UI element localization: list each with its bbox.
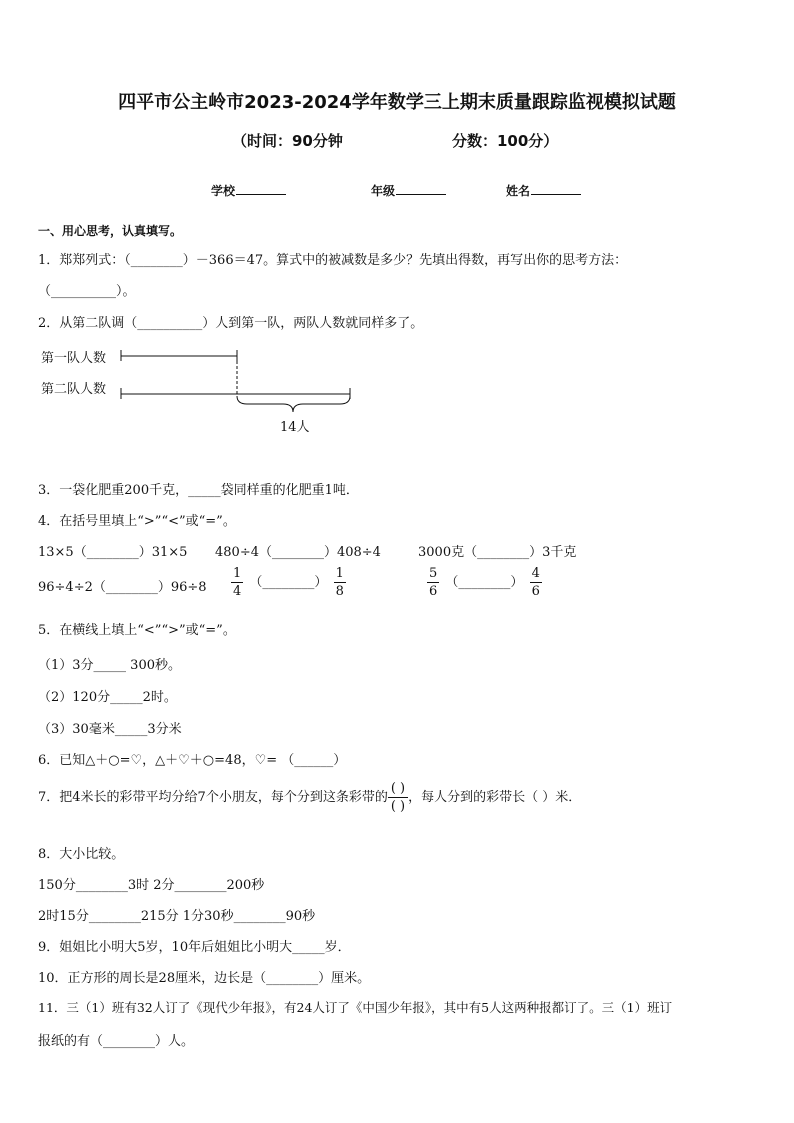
q7-post: ，每人分到的彩带长（ ）米． [408, 790, 582, 805]
grade-label: 年级 [371, 184, 396, 198]
name-label: 姓名 [506, 184, 531, 198]
q4-blank-4[interactable]: （________） [445, 575, 524, 590]
team1-label: 第一队人数 [41, 351, 107, 366]
q2-text: 2．从第二队调（__________）人到第一队，两队人数就同样多了。 [38, 316, 424, 331]
exam-time: （时间：90分钟 [232, 132, 343, 150]
q4-r1a: 13×5（________）31×5 [38, 545, 188, 560]
q4-text: 4．在括号里填上“>”“<”或“=”。 [38, 514, 236, 529]
q5-a: （1）3分_____ 300秒。 [38, 658, 181, 673]
q5-c: （3）30毫米_____3分米 [38, 722, 182, 737]
q4-r2a: 96÷4÷2（________）96÷8 [38, 580, 207, 595]
team2-label: 第二队人数 [41, 382, 107, 397]
q1-line1: 1．郑郑列式：（________）－366＝47。算式中的被减数是多少？先填出得数，再写出你的思考方法： [38, 253, 628, 268]
q4-fraction-compare-2 [425, 565, 544, 600]
difference-brace [237, 396, 350, 412]
q4-r1c: 3000克（________）3千克 [418, 545, 577, 560]
q7-fraction-blank[interactable]: ( ) ( ) [388, 780, 408, 815]
q1-line2: （__________）。 [38, 284, 136, 299]
difference-label: 14人 [280, 420, 310, 435]
q8-r2: 2时15分________215分 1分30秒________90秒 [38, 909, 316, 924]
q4-fraction-compare-1 [229, 565, 348, 600]
q5-b: （2）120分_____2时。 [38, 690, 177, 705]
q4-r1b: 480÷4（________）408÷4 [215, 545, 381, 560]
exam-score: 分数：100分） [452, 132, 559, 150]
section-heading: 一、用心思考，认真填写。 [38, 224, 183, 238]
q6-text: 6．已知△＋○=♡，△＋♡＋○=48，♡= （______） [38, 753, 347, 768]
fraction-4-6: $\frac{4}{6}$ [531, 566, 540, 599]
team-diagram [0, 0, 794, 440]
q10-text: 10．正方形的周长是28厘米，边长是（________）厘米。 [38, 971, 371, 986]
q7-line [38, 780, 581, 815]
page-title: 四平市公主岭市2023-2024学年数学三上期末质量跟踪监视模拟试题 [118, 92, 676, 113]
q3-text: 3．一袋化肥重200千克，_____袋同样重的化肥重1吨． [38, 483, 359, 498]
q8-r1: 150分________3时 2分________200秒 [38, 878, 265, 893]
q8-text: 8．大小比较。 [38, 847, 125, 862]
q11-line2: 报纸的有（________）人。 [38, 1034, 195, 1049]
q11-line1: 11．三（1）班有32人订了《现代少年报》，有24人订了《中国少年报》，其中有5人这两种报都订了。三（1）班订 [38, 1000, 673, 1015]
q4-blank-3[interactable]: （________） [249, 575, 328, 590]
fraction-1-8: $\frac{1}{8}$ [335, 566, 344, 599]
fraction-5-6: $\frac{5}{6}$ [429, 566, 438, 599]
fraction-1-4: $\frac{1}{4}$ [233, 566, 242, 599]
school-label: 学校 [211, 184, 236, 198]
q9-text: 9．姐姐比小明大5岁，10年后姐姐比小明大_____岁． [38, 940, 351, 955]
q7-pre: 7．把4米长的彩带平均分给7个小朋友，每个分到这条彩带的 [38, 790, 388, 805]
q5-text: 5．在横线上填上“<”“>”或“=”。 [38, 623, 236, 638]
